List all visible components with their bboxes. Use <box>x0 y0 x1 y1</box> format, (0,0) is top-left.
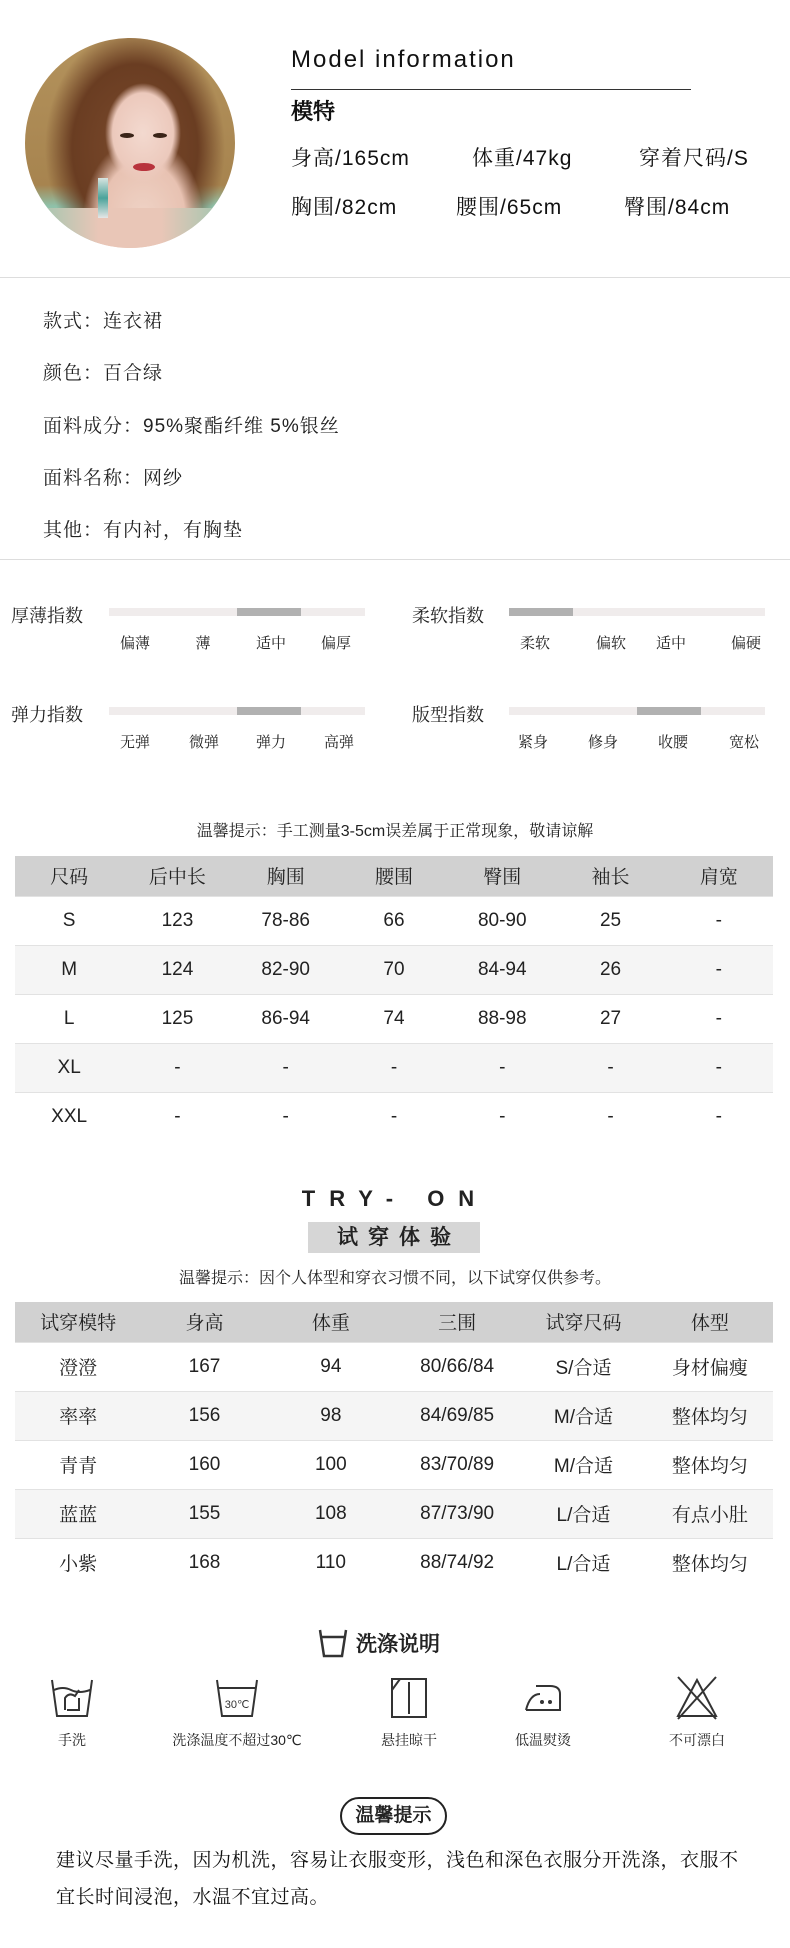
model-waist: 腰围/65cm <box>456 196 563 219</box>
index-option: 偏软 <box>595 635 627 652</box>
spec-color: 颜色：百合绿 <box>43 363 164 384</box>
tryon-title-cn: 试穿体验 <box>308 1222 480 1253</box>
tryon-note: 温馨提示：因个人体型和穿衣习惯不同，以下试穿仅供参考。 <box>178 1270 611 1287</box>
model-size: 穿着尺码/S <box>639 147 749 170</box>
table-cell: 123 <box>123 896 231 945</box>
column-header: 试穿尺码 <box>520 1302 646 1342</box>
index-label: 版型指数 <box>412 705 484 725</box>
model-height: 身高/165cm <box>291 147 410 170</box>
table-cell: 整体均匀 <box>647 1440 773 1489</box>
table-cell: 身材偏瘦 <box>647 1342 773 1391</box>
table-cell: 108 <box>268 1489 394 1538</box>
spec-style: 款式：连衣裙 <box>43 311 164 332</box>
table-cell: 25 <box>556 896 664 945</box>
model-info-subtitle: 模特 <box>291 99 336 124</box>
table-cell: 124 <box>123 945 231 994</box>
table-cell: - <box>340 1092 448 1141</box>
index-option: 偏厚 <box>320 635 352 652</box>
index-segment <box>109 608 173 616</box>
tryon-table <box>15 1302 773 1587</box>
index-segment <box>701 707 765 715</box>
table-cell: - <box>665 896 773 945</box>
spec-fabric: 面料名称：网纱 <box>43 468 184 489</box>
table-cell: - <box>123 1043 231 1092</box>
table-cell: 168 <box>141 1538 267 1587</box>
index-segment <box>637 608 701 616</box>
index-label: 弹力指数 <box>11 705 83 725</box>
table-cell: 80/66/84 <box>394 1342 520 1391</box>
table-cell: 167 <box>141 1342 267 1391</box>
index-segment <box>301 707 365 715</box>
column-header: 体型 <box>647 1302 773 1342</box>
table-cell: - <box>232 1043 340 1092</box>
model-hip: 臀围/84cm <box>624 196 731 219</box>
index-segment <box>509 707 573 715</box>
wash-label: 洗涤温度不超过30℃ <box>172 1732 302 1748</box>
hand-wash-icon <box>49 1676 95 1720</box>
table-cell: 155 <box>141 1489 267 1538</box>
wash-label: 不可漂白 <box>669 1732 725 1748</box>
table-cell: XL <box>15 1043 123 1092</box>
model-weight: 体重/47kg <box>472 147 573 170</box>
index-label: 柔软指数 <box>412 606 484 626</box>
index-option: 柔软 <box>519 635 551 652</box>
table-row <box>15 1391 773 1440</box>
table-cell: 84/69/85 <box>394 1391 520 1440</box>
table-cell: - <box>665 945 773 994</box>
table-cell: 27 <box>556 994 664 1043</box>
table-cell: S <box>15 896 123 945</box>
table-cell: 125 <box>123 994 231 1043</box>
table-cell: 87/73/90 <box>394 1489 520 1538</box>
table-cell: 整体均匀 <box>647 1391 773 1440</box>
table-cell: - <box>556 1043 664 1092</box>
table-row <box>15 994 773 1043</box>
table-cell: - <box>340 1043 448 1092</box>
column-header: 袖长 <box>556 856 664 896</box>
table-cell: 青青 <box>15 1440 141 1489</box>
column-header: 试穿模特 <box>15 1302 141 1342</box>
table-cell: 26 <box>556 945 664 994</box>
table-cell: M/合适 <box>520 1391 646 1440</box>
table-cell: - <box>448 1043 556 1092</box>
wash-30-icon <box>214 1676 260 1720</box>
no-bleach-icon <box>674 1676 720 1720</box>
index-segment <box>237 707 301 715</box>
index-option: 适中 <box>655 635 687 652</box>
table-cell: XXL <box>15 1092 123 1141</box>
tryon-title-en: TRY- ON <box>301 1186 489 1211</box>
table-cell: 88/74/92 <box>394 1538 520 1587</box>
wash-label: 悬挂晾干 <box>381 1732 437 1748</box>
spec-composition: 面料成分：95%聚酯纤维 5%银丝 <box>43 416 340 437</box>
table-cell: - <box>232 1092 340 1141</box>
index-option: 宽松 <box>728 734 760 751</box>
index-segment <box>573 608 637 616</box>
table-cell: 86-94 <box>232 994 340 1043</box>
table-cell: 82-90 <box>232 945 340 994</box>
index-option: 收腰 <box>657 734 689 751</box>
index-segment <box>573 707 637 715</box>
divider <box>0 277 790 278</box>
spec-other: 其他：有内衬，有胸垫 <box>43 520 244 541</box>
index-option: 偏薄 <box>119 635 151 652</box>
table-cell: 78-86 <box>232 896 340 945</box>
table-cell: 160 <box>141 1440 267 1489</box>
wash-title-text: 洗涤说明 <box>356 1633 440 1656</box>
column-header: 后中长 <box>123 856 231 896</box>
table-row <box>15 1489 773 1538</box>
table-cell: 98 <box>268 1391 394 1440</box>
column-header: 臀围 <box>448 856 556 896</box>
index-option: 修身 <box>587 734 619 751</box>
index-option: 偏硬 <box>730 635 762 652</box>
tip-text: 建议尽量手洗，因为机洗，容易让衣服变形，浅色和深色衣服分开洗涤，衣服不宜长时间浸泡，水温不宜过高。 <box>56 1850 739 1908</box>
table-cell: 100 <box>268 1440 394 1489</box>
column-header: 身高 <box>141 1302 267 1342</box>
index-option: 无弹 <box>119 734 151 751</box>
column-header: 胸围 <box>232 856 340 896</box>
table-row <box>15 896 773 945</box>
table-cell: 80-90 <box>448 896 556 945</box>
table-cell: 94 <box>268 1342 394 1391</box>
table-row <box>15 1440 773 1489</box>
table-cell: 整体均匀 <box>647 1538 773 1587</box>
table-cell: 澄澄 <box>15 1342 141 1391</box>
column-header: 肩宽 <box>665 856 773 896</box>
index-segment <box>301 608 365 616</box>
table-cell: 蓝蓝 <box>15 1489 141 1538</box>
column-header: 腰围 <box>340 856 448 896</box>
wash-label: 低温熨烫 <box>515 1732 571 1748</box>
table-cell: L/合适 <box>520 1489 646 1538</box>
index-option: 适中 <box>255 635 287 652</box>
table-cell: L <box>15 994 123 1043</box>
index-option: 弹力 <box>255 734 287 751</box>
table-row <box>15 1342 773 1391</box>
index-segment <box>509 608 573 616</box>
index-label: 厚薄指数 <box>11 606 83 626</box>
index-segment <box>173 707 237 715</box>
tip-title: 温馨提示 <box>340 1797 447 1835</box>
table-cell: 84-94 <box>448 945 556 994</box>
table-cell: 83/70/89 <box>394 1440 520 1489</box>
low-iron-icon <box>520 1676 566 1720</box>
table-cell: 率率 <box>15 1391 141 1440</box>
table-cell: - <box>665 994 773 1043</box>
hang-dry-icon <box>386 1676 432 1720</box>
table-cell: - <box>123 1092 231 1141</box>
size-table <box>15 856 773 1141</box>
model-avatar <box>25 38 235 248</box>
index-bar <box>509 707 765 715</box>
table-cell: M/合适 <box>520 1440 646 1489</box>
table-cell: 88-98 <box>448 994 556 1043</box>
table-cell: - <box>665 1092 773 1141</box>
index-bar <box>509 608 765 616</box>
table-cell: 小紫 <box>15 1538 141 1587</box>
index-segment <box>173 608 237 616</box>
index-option: 紧身 <box>517 734 549 751</box>
divider <box>0 559 790 560</box>
table-cell: M <box>15 945 123 994</box>
wash-basin-icon <box>318 1628 348 1658</box>
wash-label: 手洗 <box>58 1732 86 1748</box>
table-cell: 66 <box>340 896 448 945</box>
table-cell: - <box>556 1092 664 1141</box>
column-header: 尺码 <box>15 856 123 896</box>
table-cell: 70 <box>340 945 448 994</box>
index-option: 薄 <box>195 635 211 652</box>
table-cell: - <box>448 1092 556 1141</box>
index-bar <box>109 707 365 715</box>
table-cell: - <box>665 1043 773 1092</box>
wash-title <box>318 1628 440 1658</box>
table-cell: 156 <box>141 1391 267 1440</box>
index-segment <box>237 608 301 616</box>
index-option: 高弹 <box>323 734 355 751</box>
index-segment <box>701 608 765 616</box>
index-bar <box>109 608 365 616</box>
index-segment <box>109 707 173 715</box>
table-row <box>15 945 773 994</box>
size-note: 温馨提示：手工测量3-5cm误差属于正常现象，敬请谅解 <box>196 823 594 840</box>
index-segment <box>637 707 701 715</box>
table-cell: 74 <box>340 994 448 1043</box>
model-bust: 胸围/82cm <box>291 196 398 219</box>
table-header <box>15 856 773 896</box>
svg-text:30℃: 30℃ <box>224 1699 250 1711</box>
column-header: 三围 <box>394 1302 520 1342</box>
table-header <box>15 1302 773 1342</box>
table-cell: S/合适 <box>520 1342 646 1391</box>
table-row <box>15 1538 773 1587</box>
table-row <box>15 1092 773 1141</box>
table-row <box>15 1043 773 1092</box>
table-cell: 有点小肚 <box>647 1489 773 1538</box>
column-header: 体重 <box>268 1302 394 1342</box>
divider <box>291 89 691 90</box>
index-option: 微弹 <box>188 734 220 751</box>
table-cell: L/合适 <box>520 1538 646 1587</box>
table-cell: 110 <box>268 1538 394 1587</box>
model-info-title: Model information <box>291 46 516 73</box>
